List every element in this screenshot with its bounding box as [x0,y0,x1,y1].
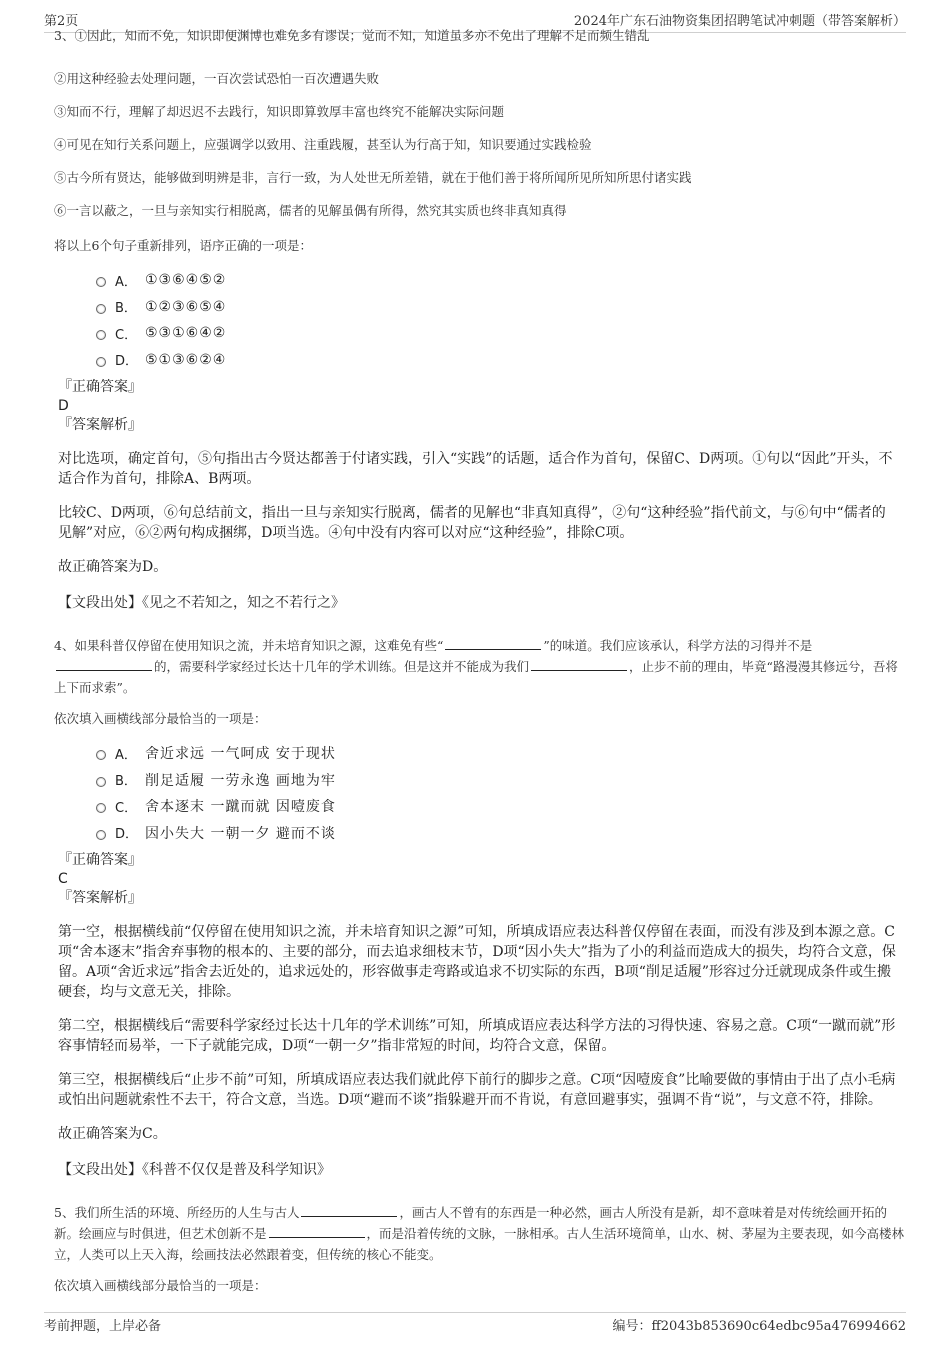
sentence-2: ②用这种经验去处理问题，一百次尝试恐怕一百次遭遇失败 [54,71,380,86]
page-number: 第2页 [44,14,79,29]
analysis-paragraph: 比较C、D两项，⑥句总结前文，指出一旦与亲知实行脱离，儒者的见解也“非真知真得”，②句“这种经验”指代前文，与⑥句中“儒者的见解”对应，⑥②两句构成捆绑，D项当选。④句中没有内容可以对应“这种经验”，排除C项。 [58,505,886,541]
option-c[interactable]: C． ⑤③①⑥④② [96,320,906,347]
option-d[interactable]: D． ⑤①③⑥②④ [96,347,906,374]
radio-icon[interactable] [96,803,106,813]
blank-line [269,1225,365,1238]
page-footer [44,1312,906,1334]
question-prompt: 将以上6个句子重新排列，语序正确的一项是： [54,238,312,253]
sentence-1: 3、①因此，知而不免，知识即便渊博也难免多有谬误；觉而不知，知道虽多亦不免出了理解不足而频生错乱 [54,28,650,43]
answer-label: 『正确答案』 [58,379,142,395]
options-q3 [96,267,906,373]
option-c[interactable]: C． 舍本逐末 一蹴而就 因噎废食 [96,793,906,820]
analysis-label: 『答案解析』 [58,417,142,433]
blank-line [301,1204,397,1217]
answer-value: C [58,871,68,887]
source-citation: 【文段出处】《见之不若知之，知之不若行之》 [58,595,345,611]
document-body [44,28,906,1307]
question-prompt: 依次填入画横线部分最恰当的一项是： [54,1278,267,1293]
radio-icon[interactable] [96,750,106,760]
footer-slogan: 考前押题，上岸必备 [44,1319,162,1334]
document-title: 2024年广东石油物资集团招聘笔试冲刺题（带答案解析） [573,14,906,29]
analysis-conclusion: 故正确答案为D。 [58,559,168,575]
option-a[interactable]: A． 舍近求远 一气呵成 安于现状 [96,740,906,767]
options-q4 [96,740,906,846]
radio-icon[interactable] [96,277,106,287]
answer-value: D [58,398,69,414]
sentence-4: ④可见在知行关系问题上，应强调学以致用、注重践履，甚至认为行高于知，知识要通过实践检验 [54,137,592,152]
source-citation: 【文段出处】《科普不仅仅是普及科学知识》 [58,1162,331,1178]
analysis-paragraph: 第二空，根据横线后“需要科学家经过长达十几年的学术训练”可知，所填成语应表达科学方法的习得快速、容易之意。C项“一蹴而就”形容事情轻而易举，一下子就能完成，D项“一朝一夕”指非常短的时间，均符合文意，保留。 [58,1018,896,1054]
sentence-5: ⑤古今所有贤达，能够做到明辨是非，言行一致，为人处世无所差错，就在于他们善于将所闻所见所知所思付诸实践 [54,170,692,185]
option-b[interactable]: B． 削足适履 一劳永逸 画地为牢 [96,767,906,794]
analysis-paragraph: 第一空，根据横线前“仅停留在使用知识之流，并未培育知识之源”可知，所填成语应表达科普仅停留在表面，而没有涉及到本源之意。C项“舍本逐末”指舍弃事物的根本的、主要的部分，而去追求细枝末节，D项“因小失大”指为了小的利益而造成大的损失，均符合文意，保留。A项“舍近求远”指舍去近处的，追求远处的，形容做事走弯路或追求不切实际的东西，B项“削足适履”形容过分迁就现成条件或生搬硬套，均与文意无关，排除。 [58,924,896,1000]
analysis-paragraph: 对比选项，确定首句，⑤句指出古今贤达都善于付诸实践，引入“实践”的话题，适合作为首句，保留C、D两项。①句以“因此”开头，不适合作为首句，排除A、B两项。 [58,451,893,487]
document-id: 编号：ff2043b853690c64edbc95a476994662 [612,1319,906,1334]
radio-icon[interactable] [96,304,106,314]
question-stem: 5、我们所生活的环境、所经历的人生与古人 ，画古人不曾有的东西是一种必然，画古人所没有是新，却不意味着是对传统绘画开拓的新。绘画应与时俱进，但艺术创新不是 ，而是沿着传统的文脉，一脉相承。古人生活环境简单，山水、树、茅屋为主要表现，如今高楼林立，人类可以上天入海，绘画技法必然跟着变，但传统的核心不能变。 [54,1205,905,1262]
blank-line [445,637,541,650]
radio-icon[interactable] [96,777,106,787]
option-b[interactable]: B． ①②③⑥⑤④ [96,294,906,321]
answer-label: 『正确答案』 [58,852,142,868]
blank-line [531,658,627,671]
question-stem: 4、如果科普仅停留在使用知识之流，并未培育知识之源，这难免有些“ ”的味道。我们应该承认，科学方法的习得并不是的，需要科学家经过长达十几年的学术训练。但是这并不能成为我们 ，止步不前的理由，毕竟“路漫漫其修远兮，吾将上下而求索”。 [54,638,898,695]
radio-icon[interactable] [96,357,106,367]
radio-icon[interactable] [96,830,106,840]
question-prompt: 依次填入画横线部分最恰当的一项是： [54,711,267,726]
sentence-6: ⑥一言以蔽之，一旦与亲知实行相脱离，儒者的见解虽偶有所得，然究其实质也终非真知真得 [54,203,567,218]
sentence-3: ③知而不行，理解了却迟迟不去践行，知识即算敦厚丰富也终究不能解决实际问题 [54,104,505,119]
blank-line [56,658,152,671]
option-a[interactable]: A． ①③⑥④⑤② [96,267,906,294]
analysis-conclusion: 故正确答案为C。 [58,1126,167,1142]
analysis-label: 『答案解析』 [58,890,142,906]
radio-icon[interactable] [96,330,106,340]
analysis-paragraph: 第三空，根据横线后“止步不前”可知，所填成语应表达我们就此停下前行的脚步之意。C项“因噎废食”比喻要做的事情由于出了点小毛病或怕出问题就索性不去干，符合文意，当选。D项“避而不谈”指躲避开而不肯说，有意回避事实，强调不肯“说”，与文意不符，排除。 [58,1072,896,1108]
option-d[interactable]: D． 因小失大 一朝一夕 避而不谈 [96,820,906,847]
